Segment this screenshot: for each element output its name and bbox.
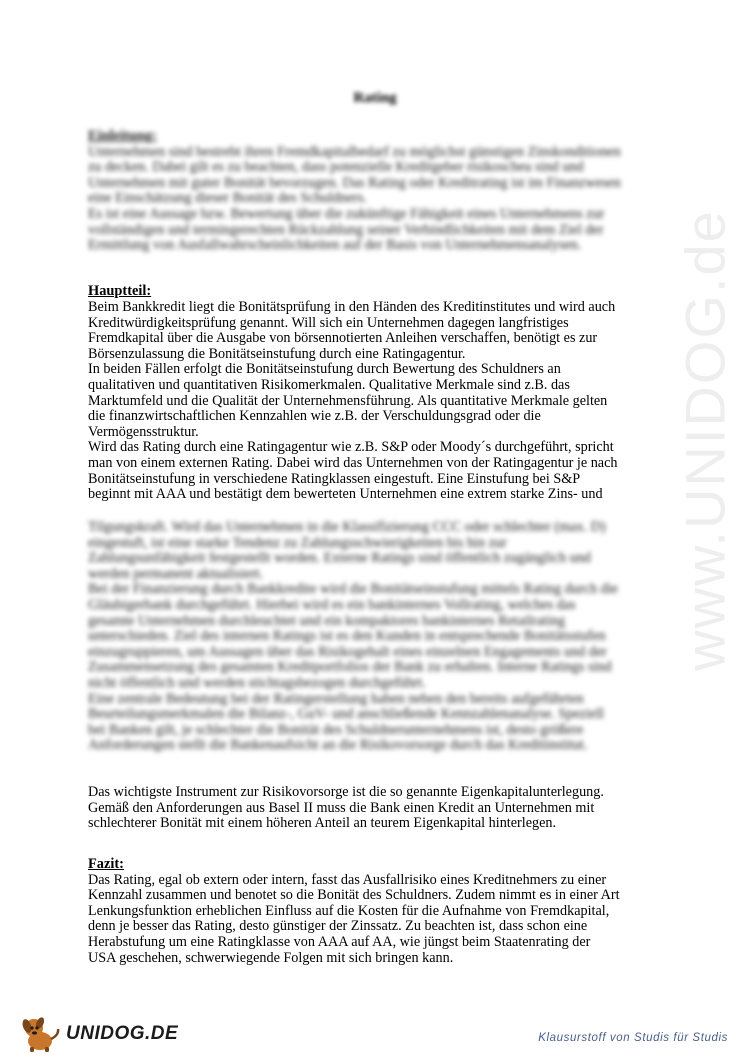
main-line: beginnt mit AAA und bestätigt dem bewerteten Unternehmen eine extrem starke Zins- und bbox=[88, 486, 603, 503]
main-end-text bbox=[88, 785, 670, 832]
main-line: Fremdkapital über die Ausgabe von börsennotierten Anleihen verschaffen, benötigt es zur bbox=[88, 330, 598, 347]
main-end-line: Gemäß den Anforderungen aus Basel II muss die Bank einen Kredit an Unternehmen mit bbox=[88, 799, 595, 816]
intro-line: eine Einschätzung dieser Bonität des Schuldners. bbox=[88, 190, 367, 207]
main-blurred-text bbox=[88, 520, 670, 754]
footer-slogan: Klausurstoff von Studis für Studis bbox=[538, 1032, 728, 1044]
main-line: In beiden Fällen erfolgt die Bonitätseinstufung durch Bewertung des Schuldners an bbox=[88, 361, 561, 378]
fazit-heading: Fazit: bbox=[88, 856, 124, 872]
main-end-line: schlechterer Bonität mit einem höheren Anteil an teurem Eigenkapital hinterlegen. bbox=[88, 815, 557, 832]
intro-line: vollständigen und termingerechten Rückzahlung seiner Verbindlichkeiten mit dem Ziel der bbox=[88, 221, 604, 238]
main-blurred-line: Anforderungen stellt die Bankenaufsicht an die Risikovorsorge durch das Kreditinstitut. bbox=[88, 737, 588, 754]
main-line: Vermögensstruktur. bbox=[88, 423, 199, 440]
page-title: Rating bbox=[353, 90, 397, 106]
fazit-line: Herabstufung um eine Ratingklasse von AAA auf AA, wie jüngst beim Staatenrating der bbox=[88, 933, 591, 950]
main-clear-text bbox=[88, 300, 670, 503]
main-blurred-line: Beurteilungsmerkmalen die Bilanz-, GuV- und anschließende Kennzahlenanalyse. Speziell bbox=[88, 706, 604, 723]
main-line: man von einem externen Rating. Dabei wird das Unternehmen von der Ratingagentur je nach bbox=[88, 454, 618, 471]
main-blurred-line: Tilgungskraft. Wird das Unternehmen in die Klassifizierung CCC oder schlechter (max. D) bbox=[88, 519, 606, 535]
intro-line: Unternehmen mit guter Bonität bevorzugen. Das Rating oder Kreditrating ist im Finanzwesen bbox=[88, 174, 621, 191]
main-blurred-line: Bei der Finanzierung durch Bankkredite wird die Bonitätseinstufung mittels Rating durch die bbox=[88, 581, 618, 598]
main-line: Bonitätseinstufung in verschiedene Ratingklassen eingestuft. Eine Einstufung bei S&P bbox=[88, 470, 581, 487]
main-blurred-line: unterschieden. Ziel des internen Ratings ist es den Kunden in entsprechende Bonitätsstufen bbox=[88, 628, 606, 645]
main-line: Kreditwürdigkeitsprüfung genannt. Will sich ein Unternehmen dagegen langfristiges bbox=[88, 314, 569, 331]
main-end-line: Das wichtigste Instrument zur Risikovorsorge ist die so genannte Eigenkapitalunterlegung. bbox=[88, 784, 604, 800]
intro-line: zu decken. Dabei gilt es zu beachten, dass potenzielle Kreditgeber risikoscheu sind und bbox=[88, 159, 584, 176]
intro-section bbox=[88, 129, 670, 254]
fazit-line: Das Rating, egal ob extern oder intern, fasst das Ausfallrisiko eines Kreditnehmers zu einer bbox=[88, 871, 607, 888]
main-blurred-line: Eine zentrale Bedeutung bei der Ratingerstellung haben neben den bereits aufgeführten bbox=[88, 690, 584, 707]
fazit-line: Kennzahl zusammen und benotet so die Bonität des Schuldners. Zudem nimmt es in einer Art bbox=[88, 887, 620, 904]
main-blurred-line: bei Banken gilt, je schlechter die Bonität des Schuldnerunternehmens ist, desto größere bbox=[88, 721, 584, 738]
main-line: qualitativen und quantitativen Risikomerkmalen. Qualitative Merkmale sind z.B. das bbox=[88, 376, 570, 393]
dog-icon bbox=[18, 1015, 62, 1053]
unidog-logo[interactable] bbox=[18, 1014, 178, 1054]
intro-line: Unternehmen sind bestrebt ihren Fremdkapitalbedarf zu möglichst günstigen Zinskonditionen bbox=[88, 143, 621, 160]
main-blurred-line: Zahlungsunfähigkeit festgestellt worden. Externe Ratings sind öffentlich zugänglich und bbox=[88, 550, 591, 567]
main-line: die finanzwirtschaftlichen Kennzahlen wie z.B. der Verschuldungsgrad oder die bbox=[88, 408, 541, 425]
intro-heading: Einleitung: bbox=[88, 128, 157, 144]
main-blurred-line: werden permanent aktualisiert. bbox=[88, 565, 264, 582]
main-blurred-line: Zusammensetzung des gesamten Kreditportfolios der Bank zu erhalten. Interne Ratings sind bbox=[88, 659, 612, 676]
fazit-line: denn je besser das Rating, desto günstiger der Zinssatz. Zu beachten ist, dass schon eine bbox=[88, 918, 588, 935]
main-line: Marktumfeld und die Qualität der Unternehmensführung. Als quantitative Merkmale gelten bbox=[88, 392, 608, 409]
fazit-line: USA geschehen, schwerwiegende Folgen mit sich bringen kann. bbox=[88, 949, 454, 966]
main-blurred-line: einzugruppieren, um Aussagen über das Risikogehalt eines einzelnen Engagements und der bbox=[88, 643, 607, 660]
main-line: Beim Bankkredit liegt die Bonitätsprüfung in den Händen des Kreditinstitutes und wird auch bbox=[88, 299, 616, 315]
logo-text: UNIDOG.DE bbox=[66, 1023, 179, 1044]
intro-line: Es ist eine Aussage bzw. Bewertung über die zukünftige Fähigkeit eines Unternehmens zur bbox=[88, 205, 605, 222]
main-blurred-line: eingestuft, ist eine starke Tendenz zu Zahlungsschwierigkeiten bis hin zur bbox=[88, 534, 507, 551]
fazit-line: Lenkungsfunktion erheblichen Einfluss auf die Kosten für die Aufnahme von Fremdkapital, bbox=[88, 902, 610, 919]
main-blurred-line: nicht öffentlich und werden stichtagsbezogen durchgeführt. bbox=[88, 674, 426, 691]
intro-line: Ermittlung von Ausfallwahrscheinlichkeiten auf der Basis von Unternehmensanalysen. bbox=[88, 237, 582, 254]
main-line: Wird das Rating durch eine Ratingagentur wie z.B. S&P oder Moody´s durchgeführt, spricht bbox=[88, 439, 614, 456]
main-blurred-line: gesamte Unternehmen durchleuchtet und ein kompaktores bankinternes Retailrating bbox=[88, 612, 566, 629]
fazit-section bbox=[88, 857, 670, 966]
main-heading: Hauptteil: bbox=[88, 283, 152, 299]
main-line: Börsenzulassung die Bonitätseinstufung durch eine Ratingagentur. bbox=[88, 345, 466, 362]
watermark-text: www.UNIDOG.de bbox=[673, 209, 737, 671]
main-blurred-line: Gläubigerbank durchgeführt. Hierbei wird es ein bankinternes Vollrating, welches das bbox=[88, 596, 576, 613]
